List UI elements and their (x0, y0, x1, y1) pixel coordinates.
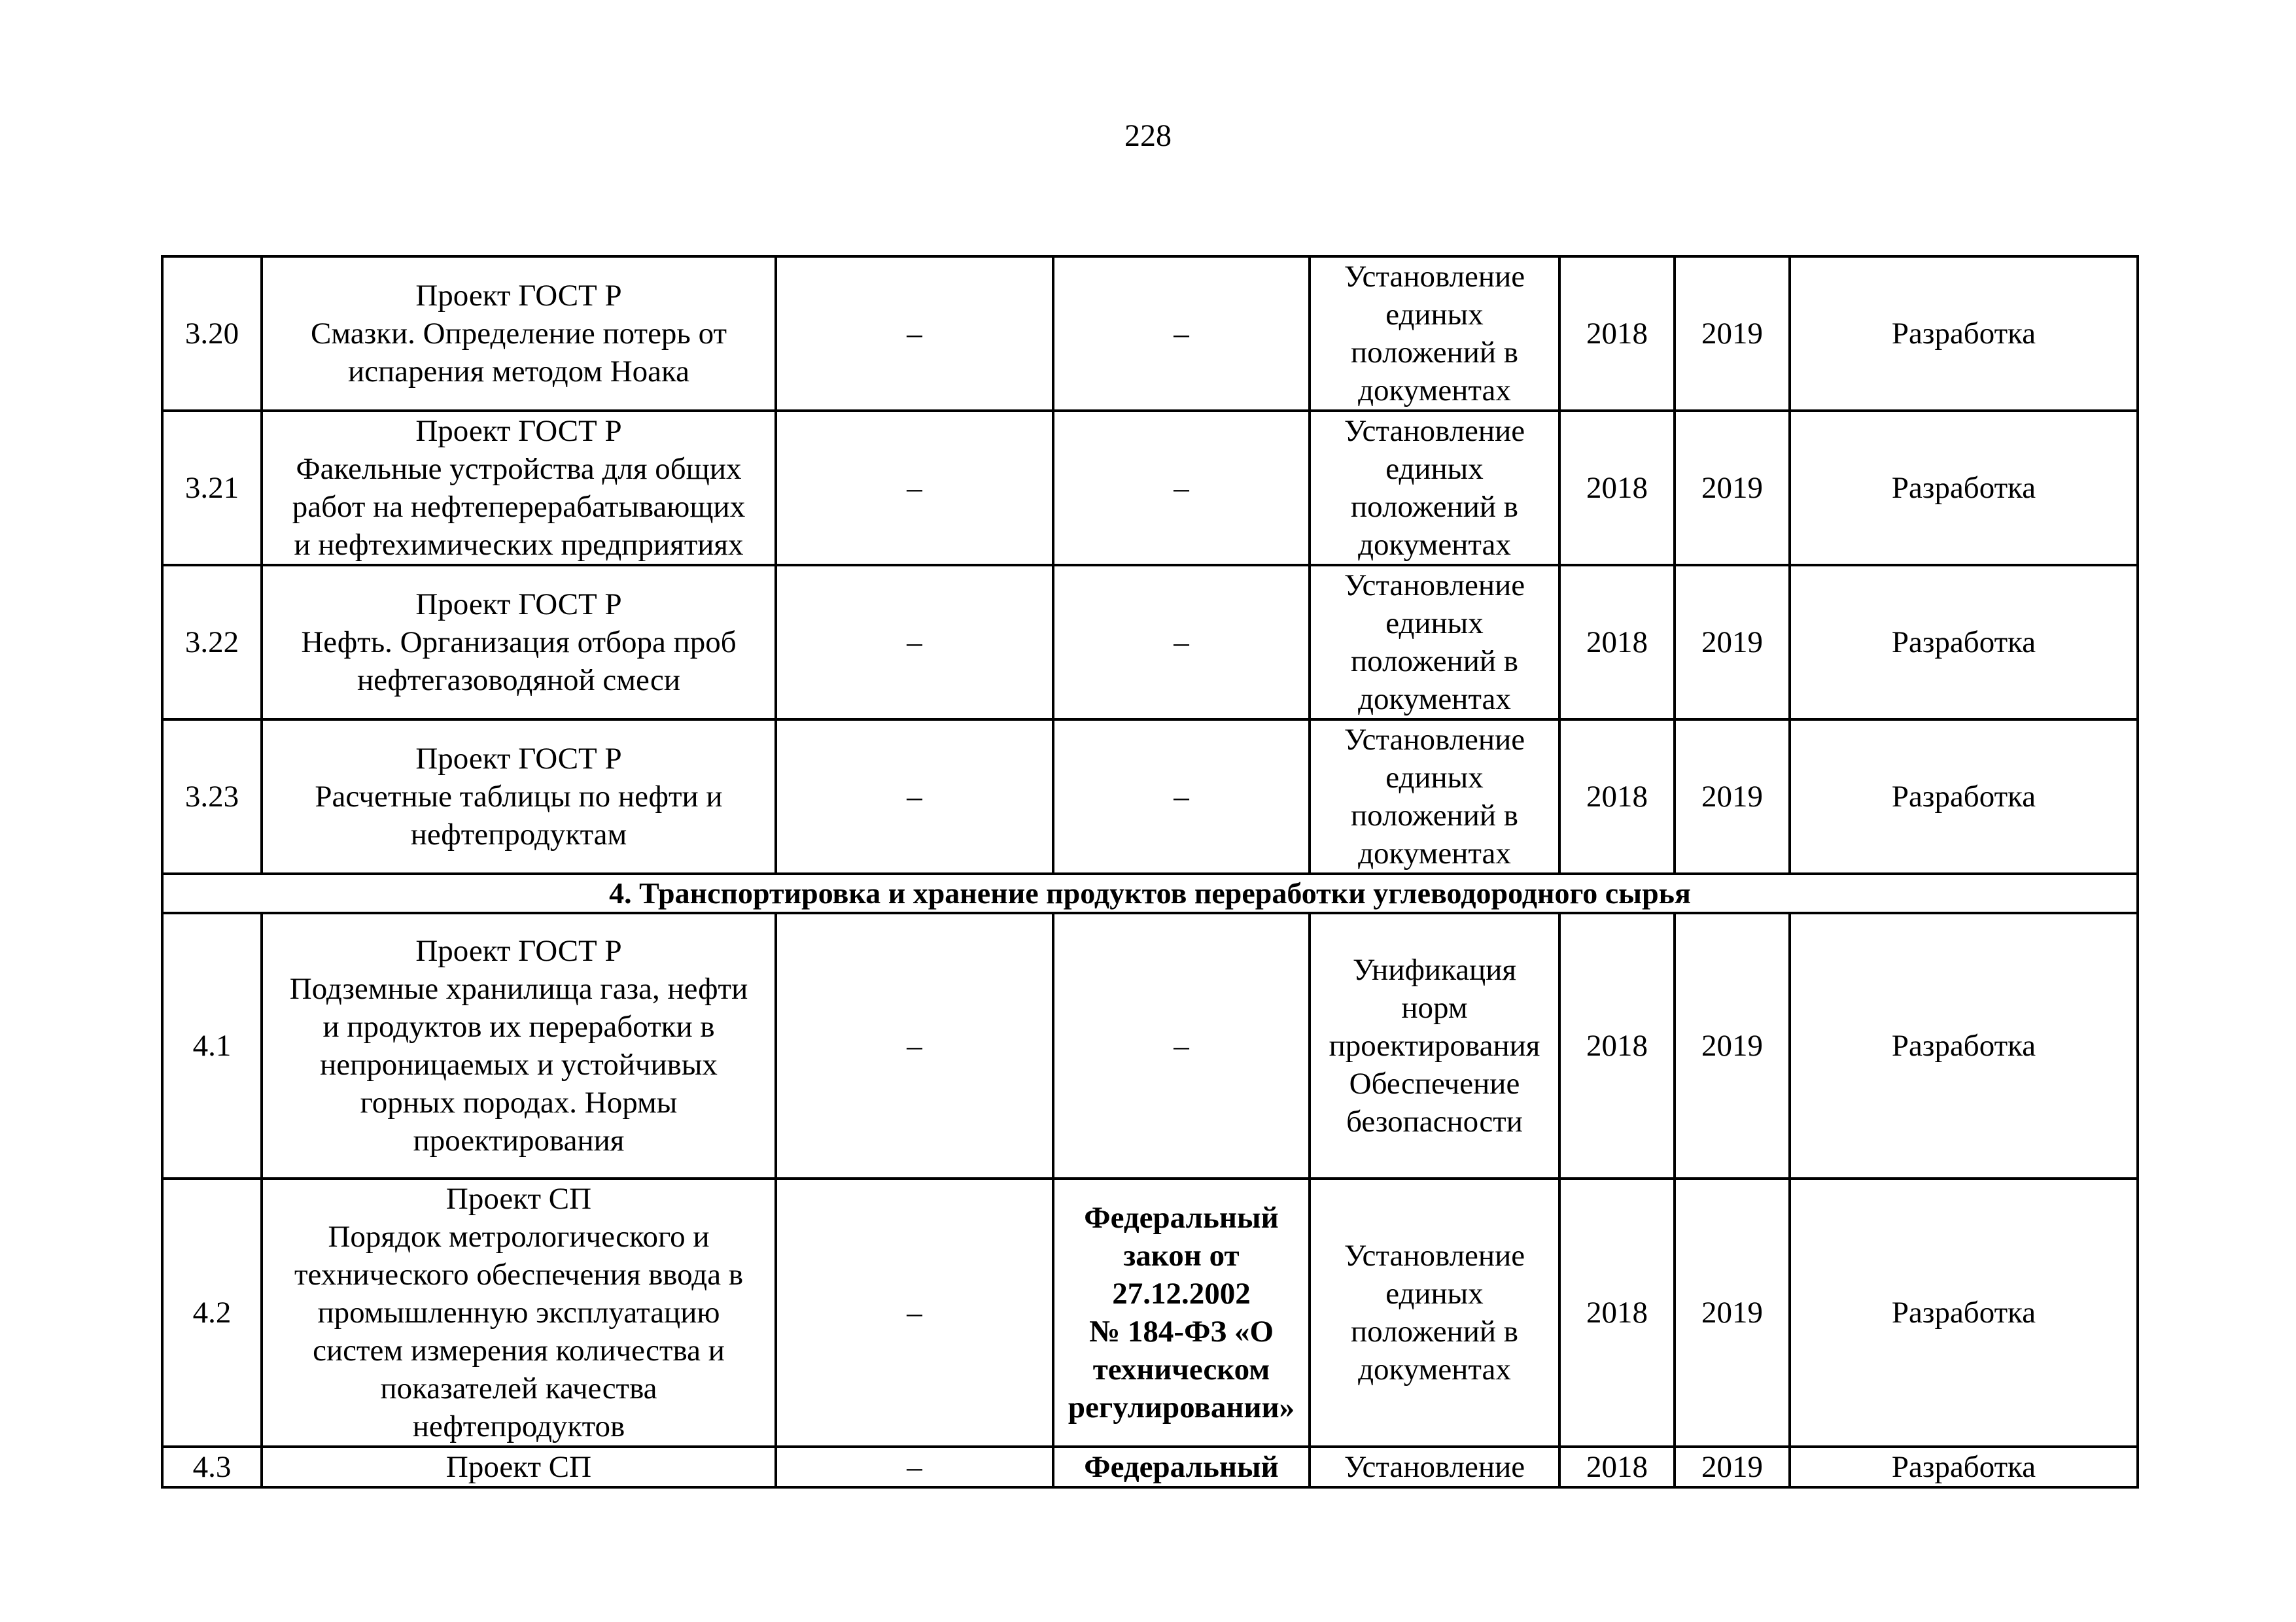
basis-cell: – (776, 1179, 1053, 1447)
document-title (262, 1447, 776, 1487)
start-year: 2018 (1559, 411, 1675, 565)
purpose-line: единых (1385, 761, 1484, 795)
page-number: 228 (1124, 118, 1172, 153)
document-type: Проект ГОСТ Р (415, 414, 622, 448)
title-line: Нефть. Организация отбора проб (301, 625, 737, 659)
start-year: 2018 (1559, 565, 1675, 719)
end-year: 2019 (1675, 1179, 1790, 1447)
table-row (162, 1179, 2138, 1447)
purpose-cell (1310, 256, 1559, 411)
section-heading-row (162, 874, 2138, 913)
purpose-line: документах (1358, 373, 1511, 407)
title-line: промышленную эксплуатацию (317, 1296, 720, 1330)
status-cell: Разработка (1790, 913, 2138, 1179)
row-number: 3.22 (162, 565, 262, 719)
start-year: 2018 (1559, 256, 1675, 411)
law-cell: – (1053, 565, 1310, 719)
purpose-line: документах (1358, 682, 1511, 716)
law-line: техническом (1092, 1353, 1270, 1387)
document-type: Проект ГОСТ Р (415, 742, 622, 776)
title-line: Факельные устройства для общих (296, 452, 742, 486)
table-row (162, 719, 2138, 874)
end-year: 2019 (1675, 565, 1790, 719)
document-title (262, 411, 776, 565)
title-line: Порядок метрологического и (328, 1220, 710, 1254)
end-year: 2019 (1675, 1447, 1790, 1487)
title-line: горных породах. Нормы (360, 1086, 678, 1120)
purpose-line: документах (1358, 837, 1511, 871)
status-cell: Разработка (1790, 411, 2138, 565)
table-row (162, 256, 2138, 411)
purpose-line: Установление (1344, 723, 1525, 757)
title-line: проектирования (413, 1124, 625, 1158)
row-number: 4.1 (162, 913, 262, 1179)
purpose-line: норм (1401, 991, 1468, 1025)
purpose-line: проектирования (1329, 1029, 1540, 1063)
law-line: закон от (1123, 1239, 1240, 1273)
purpose-cell: Установление (1310, 1447, 1559, 1487)
purpose-cell (1310, 1179, 1559, 1447)
table-row (162, 411, 2138, 565)
end-year: 2019 (1675, 411, 1790, 565)
basis-cell: – (776, 411, 1053, 565)
law-line: № 184-ФЗ «О (1088, 1315, 1274, 1349)
title-line: и продуктов их переработки в (322, 1010, 715, 1044)
row-number: 3.21 (162, 411, 262, 565)
purpose-line: Установление (1344, 568, 1525, 602)
purpose-line: положений в (1351, 490, 1518, 524)
purpose-cell (1310, 565, 1559, 719)
law-line: 27.12.2002 (1112, 1277, 1251, 1311)
document-type: Проект ГОСТ Р (415, 587, 622, 621)
title-line: испарения методом Ноака (347, 354, 690, 388)
purpose-line: безопасности (1346, 1105, 1523, 1139)
document-title (262, 913, 776, 1179)
document-title (262, 256, 776, 411)
purpose-line: Обеспечение (1349, 1067, 1520, 1101)
title-line: нефтепродуктам (410, 818, 627, 852)
title-line: непроницаемых и устойчивых (320, 1048, 718, 1082)
law-line: регулировании» (1068, 1390, 1295, 1424)
basis-cell: – (776, 719, 1053, 874)
purpose-cell (1310, 913, 1559, 1179)
purpose-line: положений в (1351, 336, 1518, 370)
law-cell: Федеральный (1053, 1447, 1310, 1487)
title-line: и нефтехимических предприятиях (294, 528, 744, 562)
status-cell: Разработка (1790, 256, 2138, 411)
purpose-cell (1310, 719, 1559, 874)
purpose-cell (1310, 411, 1559, 565)
row-number: 3.23 (162, 719, 262, 874)
status-cell: Разработка (1790, 719, 2138, 874)
start-year: 2018 (1559, 719, 1675, 874)
law-line: Федеральный (1084, 1201, 1279, 1235)
purpose-line: документах (1358, 1353, 1511, 1387)
table-row (162, 913, 2138, 1179)
law-cell: – (1053, 719, 1310, 874)
document-type: Проект ГОСТ Р (415, 279, 622, 313)
purpose-line: положений в (1351, 644, 1518, 678)
purpose-line: документах (1358, 528, 1511, 562)
title-line: Подземные хранилища газа, нефти (289, 972, 748, 1006)
purpose-line: Установление (1344, 1239, 1525, 1273)
purpose-line: единых (1385, 298, 1484, 332)
purpose-line: единых (1385, 606, 1484, 640)
end-year: 2019 (1675, 913, 1790, 1179)
start-year: 2018 (1559, 913, 1675, 1179)
title-line: Смазки. Определение потерь от (310, 317, 727, 351)
purpose-line: единых (1385, 1277, 1484, 1311)
standards-table (161, 255, 2139, 1489)
document-type: Проект СП (445, 1450, 592, 1484)
document-type: Проект СП (445, 1182, 592, 1216)
title-line: нефтепродуктов (412, 1409, 625, 1443)
start-year: 2018 (1559, 1447, 1675, 1487)
law-cell: – (1053, 411, 1310, 565)
document-type: Проект ГОСТ Р (415, 934, 622, 968)
title-line: работ на нефтеперерабатывающих (292, 490, 746, 524)
row-number: 4.2 (162, 1179, 262, 1447)
status-cell: Разработка (1790, 1447, 2138, 1487)
row-number: 4.3 (162, 1447, 262, 1487)
title-line: технического обеспечения ввода в (294, 1258, 744, 1292)
purpose-line: положений в (1351, 1315, 1518, 1349)
row-number: 3.20 (162, 256, 262, 411)
table-row (162, 565, 2138, 719)
table-row (162, 1447, 2138, 1487)
purpose-line: единых (1385, 452, 1484, 486)
basis-cell: – (776, 256, 1053, 411)
law-cell (1053, 1179, 1310, 1447)
end-year: 2019 (1675, 719, 1790, 874)
law-cell: – (1053, 256, 1310, 411)
basis-cell: – (776, 1447, 1053, 1487)
basis-cell: – (776, 565, 1053, 719)
document-title (262, 565, 776, 719)
title-line: нефтегазоводяной смеси (357, 663, 681, 697)
title-line: систем измерения количества и (313, 1334, 725, 1368)
law-cell: – (1053, 913, 1310, 1179)
purpose-line: Унификация (1353, 953, 1516, 987)
title-line: Расчетные таблицы по нефти и (315, 780, 723, 814)
start-year: 2018 (1559, 1179, 1675, 1447)
document-title (262, 719, 776, 874)
purpose-line: Установление (1344, 260, 1525, 294)
purpose-line: положений в (1351, 799, 1518, 833)
title-line: показателей качества (380, 1372, 657, 1406)
status-cell: Разработка (1790, 565, 2138, 719)
purpose-line: Установление (1344, 414, 1525, 448)
end-year: 2019 (1675, 256, 1790, 411)
section-heading: 4. Транспортировка и хранение продуктов переработки углеводородного сырья (162, 874, 2138, 913)
basis-cell: – (776, 913, 1053, 1179)
document-title (262, 1179, 776, 1447)
status-cell: Разработка (1790, 1179, 2138, 1447)
